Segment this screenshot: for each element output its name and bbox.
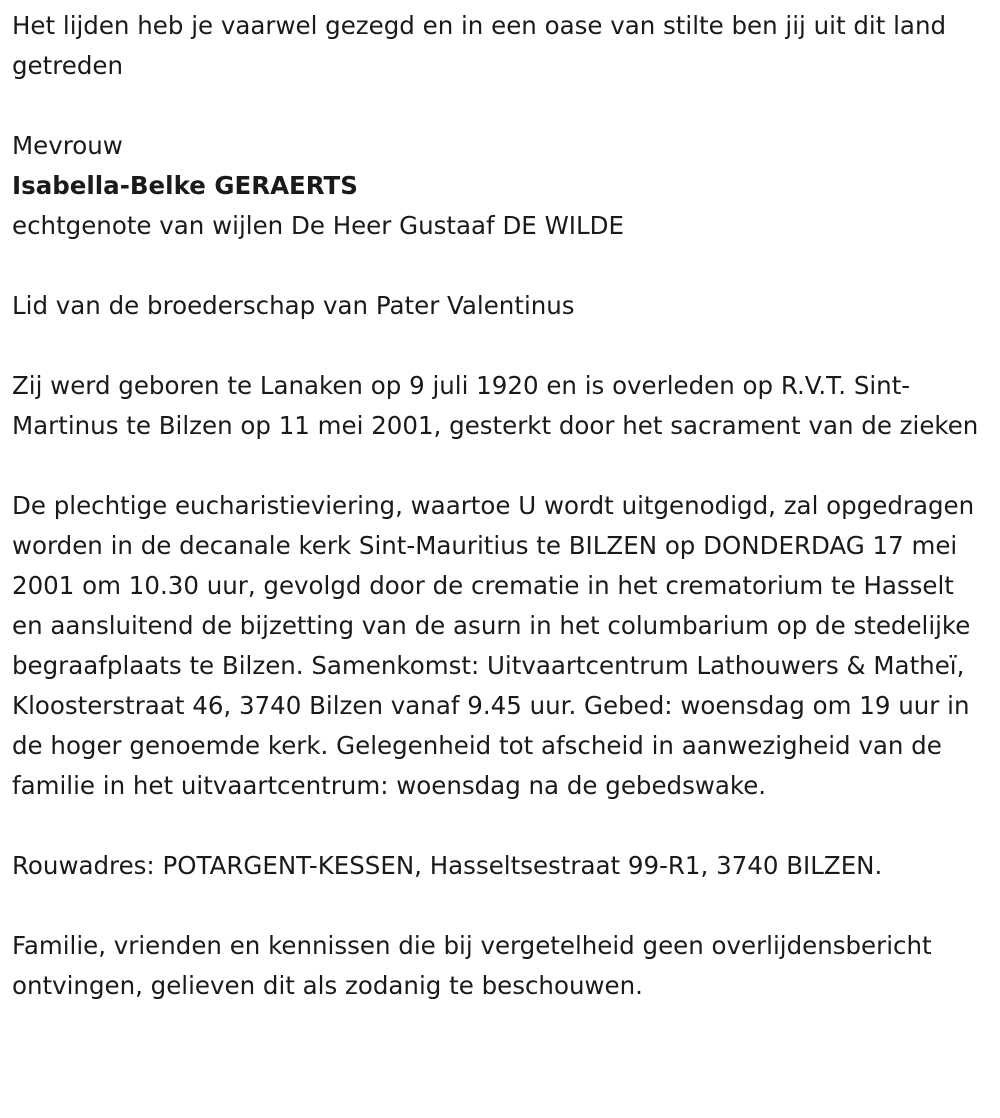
title-prefix: Mevrouw — [12, 131, 123, 160]
opening-quote: Het lijden heb je vaarwel gezegd en in een oase van stilte ben jij uit dit land getreden — [12, 11, 947, 80]
closing-note: Familie, vrienden en kennissen die bij vergetelheid geen overlijdensbericht ontvingen, gelieven dit als zodanig te beschouwen. — [12, 931, 932, 1000]
ceremony-paragraph: De plechtige eucharistieviering, waartoe U wordt uitgenodigd, zal opgedragen worden in de decanale kerk Sint-Mauritius te BILZEN op DONDERDAG 17 mei 2001 om 10.30 uur, gevolgd door de crematie in het crematorium te Hasselt en aansluitend de bijzetting van de asurn in het columbarium op de stedelijke begraafplaats te Bilzen. Samenkomst: Uitvaartcentrum Lathouwers & Matheï, Kloosterstraat 46, 3740 Bilzen vanaf 9.45 uur. Gebed: woensdag om 19 uur in de hoger genoemde kerk. Gelegenheid tot afscheid in aanwezigheid van de familie in het uitvaartcentrum: woensdag na de gebedswake. — [12, 491, 975, 800]
membership-line: Lid van de broederschap van Pater Valentinus — [12, 291, 575, 320]
deceased-block — [12, 126, 988, 246]
deceased-name: Isabella-Belke GERAERTS — [12, 171, 358, 200]
mourning-address: Rouwadres: POTARGENT-KESSEN, Hasseltsestraat 99-R1, 3740 BILZEN. — [12, 851, 883, 880]
birth-death-paragraph: Zij werd geboren te Lanaken op 9 juli 1920 en is overleden op R.V.T. Sint-Martinus te Bilzen op 11 mei 2001, gesterkt door het sacrament van de zieken — [12, 371, 979, 440]
spouse-line: echtgenote van wijlen De Heer Gustaaf DE WILDE — [12, 211, 625, 240]
